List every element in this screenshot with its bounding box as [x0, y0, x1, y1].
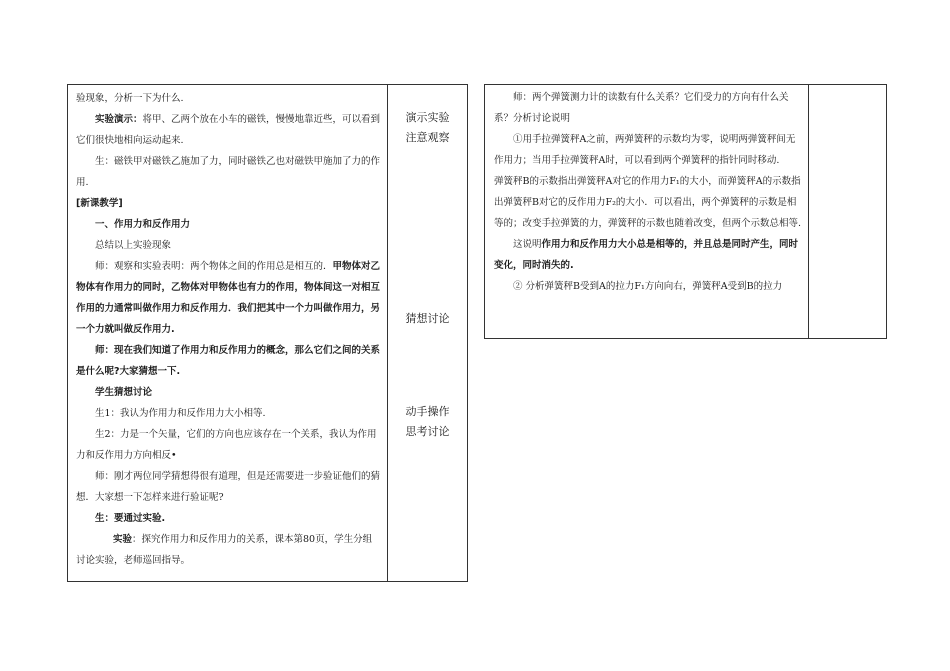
- paragraph-label: 实验: [113, 534, 133, 545]
- note-line: 注意观察: [405, 131, 450, 144]
- paragraph-text: 生：磁铁甲对磁铁乙施加了力，同时磁铁乙也对磁铁甲施加了力的作用.: [76, 156, 381, 188]
- paragraph: [76, 151, 381, 193]
- note-block: [388, 309, 467, 329]
- paragraph: [76, 424, 381, 466]
- paragraph-text: 这说明: [513, 239, 542, 250]
- paragraph-label: 实验演示：: [95, 114, 143, 125]
- paragraph: [76, 403, 381, 424]
- note-line: 猜想讨论: [405, 312, 450, 325]
- teaching-notes-cell: [809, 85, 887, 339]
- paragraph: [76, 109, 381, 151]
- paragraph-text: 总结以上实验现象: [95, 240, 172, 251]
- paragraph: [76, 256, 381, 340]
- paragraph: [494, 129, 802, 171]
- teaching-content-cell: [68, 85, 388, 582]
- teaching-notes: [388, 85, 467, 581]
- note-line: 思考讨论: [405, 425, 450, 438]
- lesson-table-right: [484, 84, 887, 339]
- paragraph-text: 师：现在我们知道了作用力和反作用力的概念，那么它们之间的关系是什么呢?大家猜想一下.: [76, 345, 381, 377]
- note-line: 演示实验: [405, 111, 450, 124]
- paragraph-text: 生2：力是一个矢量，它们的方向也应该存在一个关系，我认为作用力和反作用力方向相反•: [76, 429, 377, 461]
- teaching-content: [68, 85, 387, 571]
- note-line: 动手操作: [405, 405, 450, 418]
- paragraph-text: 将甲、乙两个放在小车的磁铁，慢慢地靠近些，可以看到它们很快地相向运动起来.: [76, 114, 381, 146]
- paragraph: [76, 508, 381, 529]
- paragraph-text: ② 分析弹簧秤B受到A的拉力F₁方向向右，弹簧秤A受到B的拉力: [513, 281, 783, 292]
- section-heading: [76, 382, 381, 403]
- paragraph: [76, 466, 381, 508]
- paragraph-text: 学生猜想讨论: [95, 387, 153, 398]
- note-block: [388, 402, 467, 442]
- paragraph: [76, 340, 381, 382]
- paragraph-text: 师：两个弹簧测力计的读数有什么关系？它们受力的方向有什么关系？分析讨论说明: [494, 92, 789, 124]
- paragraph-text: [新课教学]: [76, 198, 123, 209]
- paragraph: [76, 235, 381, 256]
- paragraph-bold-text: 甲物体对乙物体有作用力的同时，乙物体对甲物体也有力的作用，物体间这一对相互作用的力通常叫做作用力和反作用力．我们把其中一个力叫做作用力，另一个力就叫做反作用力.: [76, 261, 381, 335]
- paragraph-text: 师：观察和实验表明：两个物体之间的作用总是相互的．: [95, 261, 333, 272]
- paragraph-text: 一、作用力和反作用力: [95, 219, 191, 230]
- paragraph-text: ①用手拉弹簧秤A之前，两弹簧秤的示数均为零，说明两弹簧秤间无作用力；当用手拉弹簧秤A时，可以看到两个弹簧秤的指针同时移动.: [494, 134, 796, 166]
- teaching-content: [485, 85, 808, 297]
- paragraph-bold-text: 作用力和反作用力大小总是相等的，并且总是同时产生，同时变化，同时消失的.: [494, 239, 799, 271]
- paragraph: [76, 529, 381, 571]
- paragraph-text: 弹簧秤B的示数指出弹簧秤A对它的作用力F₁的大小，而弹簧秤A的示数指出弹簧秤B对它的反作用力F₂的大小．可以看出，两个弹簧秤的示数是相等的；改变手拉弹簧的力，弹簧秤的示数也随着改变，但两个示数总相等.: [494, 176, 802, 229]
- paragraph-text: 生：要通过实验.: [95, 513, 166, 524]
- paragraph: [494, 234, 802, 276]
- paragraph: [76, 88, 381, 109]
- lesson-table-left: [67, 84, 468, 582]
- paragraph-text: 师：刚才两位同学猜想得很有道理，但是还需要进一步验证他们的猜想．大家想一下怎样来进行验证呢?: [76, 471, 381, 503]
- teaching-notes-cell: [388, 85, 468, 582]
- section-heading: [76, 193, 381, 214]
- paragraph: [494, 171, 802, 234]
- teaching-content-cell: [485, 85, 809, 339]
- paragraph-text: 验现象，分析一下为什么.: [76, 93, 184, 104]
- paragraph: [494, 276, 802, 297]
- paragraph: [494, 87, 802, 129]
- note-block: [388, 108, 467, 148]
- paragraph-text: ：探究作用力和反作用力的关系，课本第80页，学生分组讨论实验，老师巡回指导。: [76, 534, 373, 566]
- paragraph-text: 生1：我认为作用力和反作用力大小相等.: [95, 408, 266, 419]
- section-heading: [76, 214, 381, 235]
